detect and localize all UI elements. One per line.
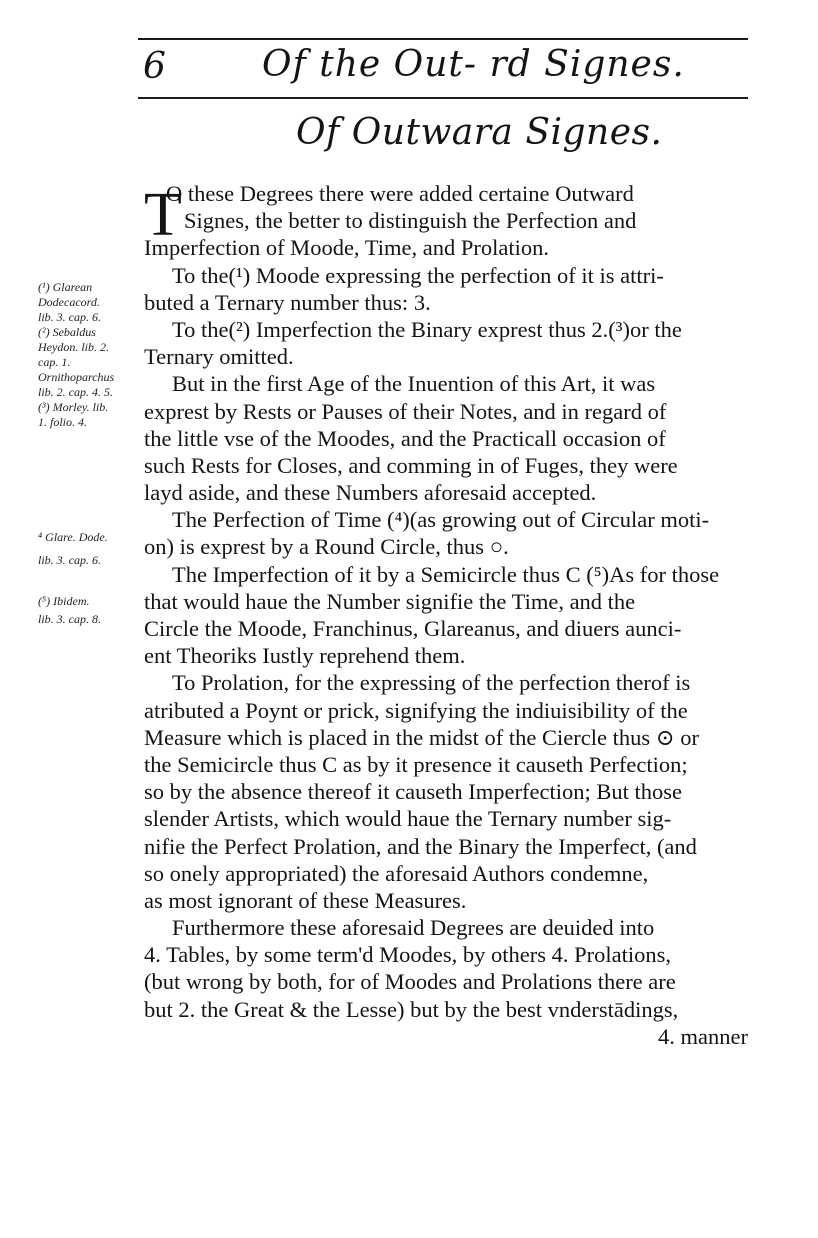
text-line: ent Theoriks Iustly reprehend them. bbox=[144, 643, 466, 669]
text-line: exprest by Rests or Pauses of their Notes, and in regard of bbox=[144, 398, 667, 424]
top-rule bbox=[138, 38, 748, 40]
margin-note-line: Heydon. lib. 2. bbox=[38, 340, 109, 354]
margin-note-line: lib. 3. cap. 8. bbox=[38, 612, 101, 626]
text-line: But in the first Age of the Inuention of this Art, it was bbox=[172, 371, 656, 397]
text-line: buted a Ternary number thus: 3. bbox=[144, 289, 431, 315]
text-line: The Perfection of Time (⁴)(as growing out of Circular moti- bbox=[172, 507, 710, 533]
text-line: O these Degrees there were added certaine Outward bbox=[166, 181, 634, 206]
margin-note-line: lib. 3. cap. 6. bbox=[38, 553, 101, 567]
margin-note-line: (⁵) Ibidem. bbox=[38, 594, 90, 608]
text-line: so by the absence thereof it causeth Imperfection; But those bbox=[144, 779, 682, 805]
margin-note-line: (²) Sebaldus bbox=[38, 325, 96, 339]
margin-note-line: 1. folio. 4. bbox=[38, 415, 88, 429]
text-line: nifie the Perfect Prolation, and the Binary the Imperfect, (and bbox=[144, 833, 697, 859]
running-head: Of the Out‐ rd Signes. bbox=[262, 44, 685, 85]
margin-note-line: lib. 2. cap. 4. 5. bbox=[38, 385, 113, 399]
margin-note bbox=[38, 280, 146, 430]
text-line: Imperfection of Moode, Time, and Prolation. bbox=[144, 235, 549, 261]
text-line: such Rests for Closes, and comming in of Fuges, they were bbox=[144, 452, 678, 478]
text-line: layd aside, and these Numbers aforesaid accepted. bbox=[144, 480, 597, 506]
catchword: 4. manner bbox=[658, 1023, 748, 1049]
text-line: Furthermore these aforesaid Degrees are deuided into bbox=[172, 915, 655, 941]
margin-note-line: cap. 1. bbox=[38, 355, 71, 369]
margin-note-line: (³) Morley. lib. bbox=[38, 400, 109, 414]
text-line: 4. Tables, by some term'd Moodes, by others 4. Prolations, bbox=[144, 942, 672, 968]
margin-note-line: ⁴ Glare. Dode. bbox=[38, 530, 108, 544]
margin-note-line: Ornithoparchus bbox=[38, 370, 115, 384]
text-line: atributed a Poynt or prick, signifying the indiuisibility of the bbox=[144, 697, 688, 723]
page-number: 6 bbox=[143, 46, 166, 87]
margin-note-line: (¹) Glarean bbox=[38, 280, 93, 294]
text-line: Circle the Moode, Franchinus, Glareanus, and diuers aunci- bbox=[144, 616, 682, 641]
drop-cap: T bbox=[144, 181, 182, 249]
text-line: slender Artists, which would haue the Ternary number sig- bbox=[144, 806, 672, 832]
text-line: To the(²) Imperfection the Binary exprest thus 2.(³)or the bbox=[172, 316, 682, 342]
section-title: Of Outwara Signes. bbox=[296, 112, 663, 153]
text-line: To the(¹) Moode expressing the perfection of it is attri- bbox=[172, 262, 664, 288]
text-line: the little vse of the Moodes, and the Practicall occasion of bbox=[144, 425, 666, 451]
text-line: To Prolation, for the expressing of the perfection therof is bbox=[172, 670, 691, 696]
text-line: that would haue the Number signifie the Time, and the bbox=[144, 588, 636, 614]
text-line: Signes, the better to distinguish the Perfection and bbox=[184, 208, 637, 234]
text-line: as most ignorant of these Measures. bbox=[144, 887, 467, 913]
text-line: The Imperfection of it by a Semicircle thus С (⁵)As for those bbox=[172, 561, 720, 587]
margin-note-line: lib. 3. cap. 6. bbox=[38, 310, 101, 324]
margin-note bbox=[38, 530, 146, 568]
text-line: so onely appropriated) the aforesaid Authors condemne, bbox=[144, 860, 649, 886]
text-line: but 2. the Great & the Lesse) but by the best vnderstādings, bbox=[144, 996, 679, 1022]
text-line: on) is exprest by a Round Circle, thus ○. bbox=[144, 534, 509, 560]
header-rule bbox=[138, 97, 748, 99]
text-line: (but wrong by both, for of Moodes and Prolations there are bbox=[144, 969, 676, 995]
text-line: Measure which is placed in the midst of the Ciercle thus ⊙ or bbox=[144, 724, 699, 750]
margin-note bbox=[38, 594, 146, 627]
text-line: Ternary omitted. bbox=[144, 344, 294, 370]
text-line: the Semicircle thus С as by it presence it causeth Perfection; bbox=[144, 751, 688, 777]
margin-note-line: Dodecacord. bbox=[38, 295, 100, 309]
body-text bbox=[144, 180, 748, 1050]
